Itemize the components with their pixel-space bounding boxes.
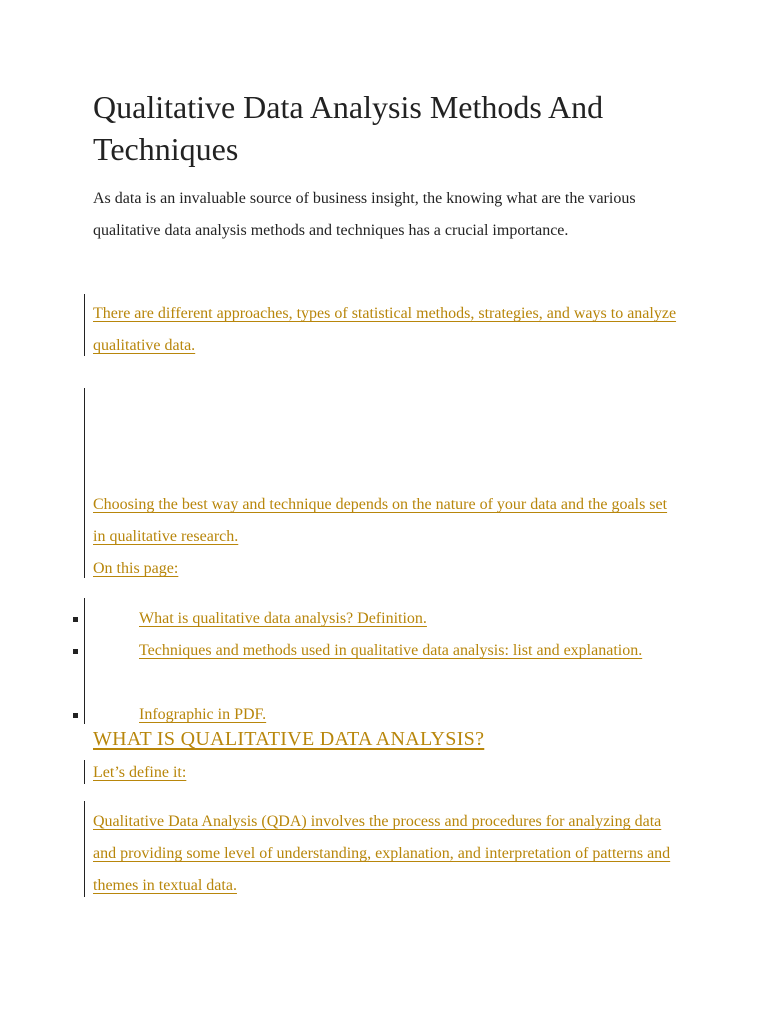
- toc-item: [93, 603, 683, 635]
- choosing-link[interactable]: Choosing the best way and technique depends on the nature of your data and the goals set in qualitative research.: [93, 496, 668, 545]
- bullet-icon: [73, 649, 78, 654]
- toc-link-definition[interactable]: What is qualitative data analysis? Definition.: [139, 610, 427, 627]
- quote-bar: [84, 294, 85, 356]
- bullet-icon: [73, 713, 78, 718]
- on-this-page-link[interactable]: On this page:: [93, 560, 179, 577]
- quote-bar: [84, 801, 85, 897]
- toc-item: [93, 635, 683, 667]
- define-label: [93, 757, 683, 789]
- quote-bar: [84, 388, 85, 578]
- intro-paragraph: As data is an invaluable source of business insight, the knowing what are the various qualitative data analysis methods and techniques has a crucial importance.: [93, 190, 636, 239]
- approaches-link[interactable]: There are different approaches, types of statistical methods, strategies, and ways to analyze qualitative data.: [93, 305, 677, 354]
- choosing-paragraph: [93, 489, 683, 553]
- toc-label: [93, 553, 683, 585]
- lets-define-link[interactable]: Let’s define it:: [93, 764, 187, 781]
- toc-link-infographic[interactable]: Infographic in PDF.: [139, 706, 267, 723]
- definition-paragraph: [93, 806, 683, 902]
- qda-definition-link[interactable]: Qualitative Data Analysis (QDA) involves the process and procedures for analyzing data and providing some level of understanding, explanation, and interpretation of patterns and themes in textual data.: [93, 813, 671, 894]
- toc-link-techniques[interactable]: Techniques and methods used in qualitative data analysis: list and explanation.: [139, 642, 643, 659]
- bullet-icon: [73, 617, 78, 622]
- section-heading: WHAT IS QUALITATIVE DATA ANALYSIS?: [93, 728, 485, 750]
- quote-paragraph: [93, 298, 683, 362]
- quote-bar: [84, 760, 85, 784]
- quote-bar: [84, 598, 85, 724]
- page-title: Qualitative Data Analysis Methods And Techniques: [93, 89, 604, 167]
